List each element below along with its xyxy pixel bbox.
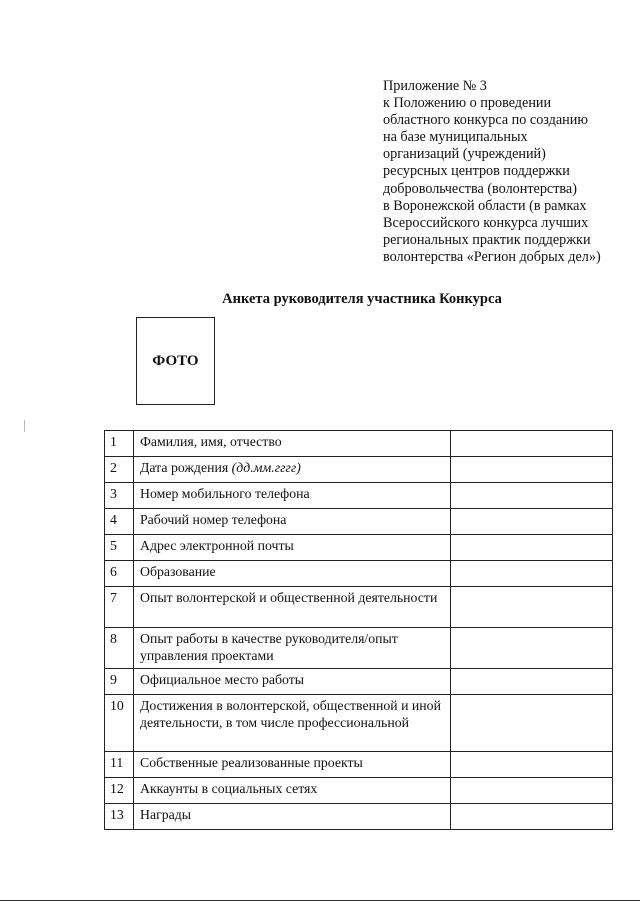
table-row — [105, 457, 613, 483]
appendix-line: добровольчества (волонтерства) — [383, 180, 577, 197]
row-label-cell — [134, 752, 451, 778]
table-row — [105, 431, 613, 457]
page-bottom-rule — [0, 900, 640, 901]
row-answer-field[interactable] — [451, 778, 613, 804]
row-number: 4 — [105, 509, 134, 535]
table-row — [105, 778, 613, 804]
appendix-line: Всероссийского конкурса лучших — [383, 214, 589, 231]
row-answer-field[interactable] — [451, 669, 613, 695]
appendix-line: на базе муниципальных — [383, 129, 528, 146]
row-answer-field[interactable] — [451, 804, 613, 830]
row-label: Собственные реализованные проекты — [140, 755, 363, 770]
row-label: Образование — [140, 564, 216, 579]
row-label-cell — [134, 778, 451, 804]
row-label: Достижения в волонтерской, общественной и иной деятельности, в том числе профессиональной — [140, 698, 441, 730]
row-label: Аккаунты в социальных сетях — [140, 781, 318, 796]
questionnaire-table — [104, 430, 613, 830]
row-number: 8 — [105, 628, 134, 669]
appendix-line: в Воронежской области (в рамках — [383, 197, 587, 214]
photo-placeholder — [136, 317, 215, 405]
row-answer-field[interactable] — [451, 561, 613, 587]
appendix-line: организаций (учреждений) — [383, 146, 546, 163]
table-row — [105, 535, 613, 561]
row-answer-field[interactable] — [451, 752, 613, 778]
table-row — [105, 587, 613, 628]
row-label-cell — [134, 587, 451, 628]
row-label-cell — [134, 457, 451, 483]
row-label-cell — [134, 431, 451, 457]
table-row — [105, 752, 613, 778]
row-answer-field[interactable] — [451, 457, 613, 483]
appendix-line: Приложение № 3 — [383, 78, 487, 94]
row-number: 7 — [105, 587, 134, 628]
row-answer-field[interactable] — [451, 509, 613, 535]
row-label: Фамилия, имя, отчество — [140, 434, 282, 449]
row-number: 6 — [105, 561, 134, 587]
row-number: 12 — [105, 778, 134, 804]
row-label: Номер мобильного телефона — [140, 486, 310, 501]
appendix-line: ресурсных центров поддержки — [383, 163, 570, 180]
row-answer-field[interactable] — [451, 431, 613, 457]
table-row — [105, 695, 613, 752]
appendix-line: областного конкурса по созданию — [383, 112, 588, 129]
appendix-line: региональных практик поддержки — [383, 231, 591, 248]
row-number: 13 — [105, 804, 134, 830]
form-title: Анкета руководителя участника Конкурса — [222, 291, 502, 307]
row-answer-field[interactable] — [451, 628, 613, 669]
row-label: Официальное место работы — [140, 672, 305, 687]
row-answer-field[interactable] — [451, 587, 613, 628]
appendix-line: к Положению о проведении — [383, 95, 552, 112]
table-row — [105, 804, 613, 830]
row-label: Дата рождения — [140, 460, 229, 475]
row-label: Адрес электронной почты — [140, 538, 294, 553]
photo-label: ФОТО — [152, 352, 199, 369]
table-row — [105, 509, 613, 535]
scan-artifact — [24, 420, 25, 432]
appendix-line: волонтерства «Регион добрых дел») — [383, 248, 601, 265]
row-label: Награды — [140, 807, 192, 822]
row-label-cell — [134, 535, 451, 561]
row-label-cell — [134, 804, 451, 830]
row-number: 3 — [105, 483, 134, 509]
row-label: Опыт работы в качестве руководителя/опыт управления проектами — [140, 631, 398, 663]
row-number: 10 — [105, 695, 134, 752]
row-answer-field[interactable] — [451, 483, 613, 509]
row-label-cell — [134, 483, 451, 509]
row-number: 2 — [105, 457, 134, 483]
row-number: 5 — [105, 535, 134, 561]
row-number: 11 — [105, 752, 134, 778]
table-row — [105, 669, 613, 695]
row-label-cell — [134, 509, 451, 535]
appendix-header — [383, 78, 623, 266]
row-format-hint: (дд.мм.гггг) — [231, 460, 301, 475]
row-number: 9 — [105, 669, 134, 695]
table-row — [105, 483, 613, 509]
row-number: 1 — [105, 431, 134, 457]
row-label-cell — [134, 628, 451, 669]
row-label-cell — [134, 561, 451, 587]
row-answer-field[interactable] — [451, 535, 613, 561]
row-answer-field[interactable] — [451, 695, 613, 752]
row-label: Опыт волонтерской и общественной деятельности — [140, 590, 438, 605]
table-row — [105, 561, 613, 587]
row-label: Рабочий номер телефона — [140, 512, 287, 527]
row-label-cell — [134, 669, 451, 695]
table-row — [105, 628, 613, 669]
row-label-cell — [134, 695, 451, 752]
